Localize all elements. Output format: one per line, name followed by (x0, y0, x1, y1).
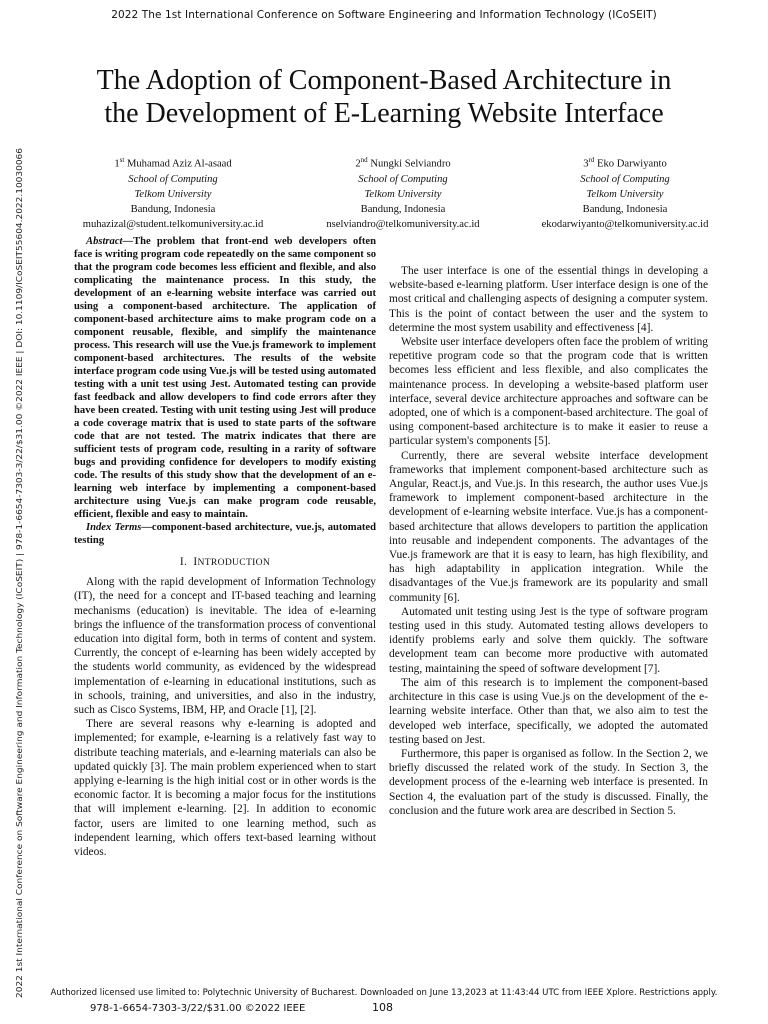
page-number: 108 (372, 1001, 393, 1014)
isbn-line: 978-1-6654-7303-3/22/$31.00 ©2022 IEEE (90, 1003, 306, 1014)
title-line-1: The Adoption of Component-Based Architecture in (96, 65, 672, 96)
body-paragraph: The aim of this research is to implement the component-based architecture in this case is using Vue.js on the development of the e-learning website interface. Other than that, we also aim to test the developed web interface, specifically, we adopted the automated testing based on Jest. (389, 676, 708, 746)
author-university: Telkom University (134, 188, 212, 200)
body-paragraph: Furthermore, this paper is organised as follow. In the Section 2, we briefly discussed the related work of the study. In Section 3, the development process of the e-learning web interface is presented. In Section 4, the evaluation part of the study is discussed. Finally, the conclusion and the future work area are described in Section 5. (389, 747, 708, 817)
body-paragraph: Currently, there are several website interface development frameworks that implement component-based architecture such as Angular, React.js, and Vue.js. In this research, the author uses Vue.js framework to implement component-based architecture in the development of e-learning website interface. Vue.js has a component-based architecture that allows developers to partition the application into reusable and independent components. The advantages of the Vue.js framework are that it is easy to learn, has high flexibility, and has high adaptability in application integration. While the disadvantages of the Vue.js framework are its popularity and small community [6]. (389, 449, 708, 604)
abstract-label: Abstract (86, 236, 123, 247)
author-block (510, 153, 740, 232)
author-city: Bandung, Indonesia (130, 203, 216, 215)
body-paragraph: There are several reasons why e-learning is adopted and implemented; for example, e-learning is a relatively fast way to distribute teaching materials, and e-learning materials can also be updated quickly [3]. The main problem experienced when to start applying e-learning is the high initial cost or in other words is the economic factor. It is becoming a major focus for the institutions that will implement e-learning. [2]. In addition to economic factor, users are limited to one learning method, such as independent learning, which offers text-based learning without videos. (74, 718, 376, 859)
author-name: 3rd Eko Darwiyanto (583, 156, 667, 170)
side-banner-text: 2022 1st International Conference on Software Engineering and Information Technology (ICoSEIT) | 978-1-6654-7303-3/22/$31.00 ©2022 IEEE | DOI: 10.1109/ICoSEIT55604.2022.10030066 (15, 280, 24, 998)
body-paragraph: The user interface is one of the essential things in developing a website-based e-learning platform. User interface design is one of the most critical and challenging aspects of designing a computer system. This is the point of contact between the user and the system to determine the most system usability and effectiveness [4]. (389, 265, 708, 334)
index-terms-label: Index Terms (86, 522, 142, 533)
left-column (74, 235, 376, 859)
section-heading: I. INTRODUCTION (179, 556, 271, 568)
author-block (288, 153, 518, 232)
conference-header: 2022 The 1st International Conference on Software Engineering and Information Technology (ICoSEIT) (111, 9, 657, 21)
side-banner (14, 148, 24, 998)
right-column (389, 264, 708, 818)
abstract-text: —The problem that front-end web developers often face is writing program code repeatedly on the same component so that the program code becomes less efficient and flexible, and also complicating the maintenance process. In this study, the development of an e-learning website interface was carried out using a component-based architecture. The application of component-based architecture aims to make program code on a component reusable, flexible, and simplify the maintenance process. This research will use the Vue.js framework to implement component-based architectures. The results of the website interface program code using Vue.js will be tested using automated testing with a unit test using Jest. Automated testing can provide fast feedback and allow developers to find code errors after they have been created. Testing with unit testing using Jest will produce a code coverage matrix that is used to state parts of the software code that are not tested. The matrix indicates that there are sufficient tests of program code, resulting in a rarity of software bugs and providing confidence for developers to modify existing code. The results of this study show that the development of an e-learning web interface by implementing a component-based architecture using Vue.js can make program code reusable, efficient, flexible and easy to maintain. (74, 236, 376, 520)
author-school: School of Computing (580, 173, 670, 185)
author-name: 2nd Nungki Selviandro (355, 156, 451, 170)
author-university: Telkom University (364, 188, 442, 200)
author-email[interactable]: muhazizal@student.telkomuniversity.ac.id (82, 218, 264, 230)
author-email[interactable]: nselviandro@telkomuniversity.ac.id (326, 218, 480, 230)
body-paragraph: Along with the rapid development of Information Technology (IT), the need for a concept and IT-based teaching and learning mechanisms (education) is inevitable. The idea of e-learning brings the influence of the transformation process of conventional education into digital form, both in terms of content and system. Currently, the concept of e-learning has been widely accepted by the students world community, as evidenced by the widespread implementation of e-learning in educational institutions, such as in schools, training, and universities, and also in the industry, such as Cisco Systems, IBM, HP, and Oracle [1], [2]. (74, 576, 376, 717)
author-city: Bandung, Indonesia (360, 203, 446, 215)
author-email[interactable]: ekodarwiyanto@telkomuniversity.ac.id (541, 218, 709, 230)
author-school: School of Computing (358, 173, 448, 185)
title-line-2: the Development of E-Learning Website Interface (104, 98, 664, 129)
index-terms-text: —component-based architecture, vue.js, automated testing (74, 522, 376, 546)
body-paragraph: Website user interface developers often face the problem of writing repetitive program code so that the program code that is written becomes less efficient and less flexible, and also complicates the maintenance process. In developing a website-based platform user interface, several device architecture approaches and software can be adopted, one of which is a component-based architecture. The goal of using component-based architecture is to make it easier to reuse a particular system's components [5]. (389, 336, 708, 448)
author-school: School of Computing (128, 173, 218, 185)
abstract (74, 235, 376, 521)
index-terms (74, 521, 376, 547)
body-paragraph: Automated unit testing using Jest is the type of software program testing used in this study. Automated testing allows developers to identify problems early and solve them quickly. The software development team can become more productive with automated testing, maintaining the speed of software development [7]. (389, 605, 708, 675)
author-city: Bandung, Indonesia (582, 203, 668, 215)
paper-title (40, 64, 728, 130)
author-university: Telkom University (586, 188, 664, 200)
license-notice: Authorized licensed use limited to: Polytechnic University of Bucharest. Downloaded on June 13,2023 at 11:43:44 UTC from IEEE Xplore. Restrictions apply. (50, 988, 718, 998)
author-name: 1st Muhamad Aziz Al-asaad (114, 156, 232, 170)
author-block (58, 153, 288, 232)
